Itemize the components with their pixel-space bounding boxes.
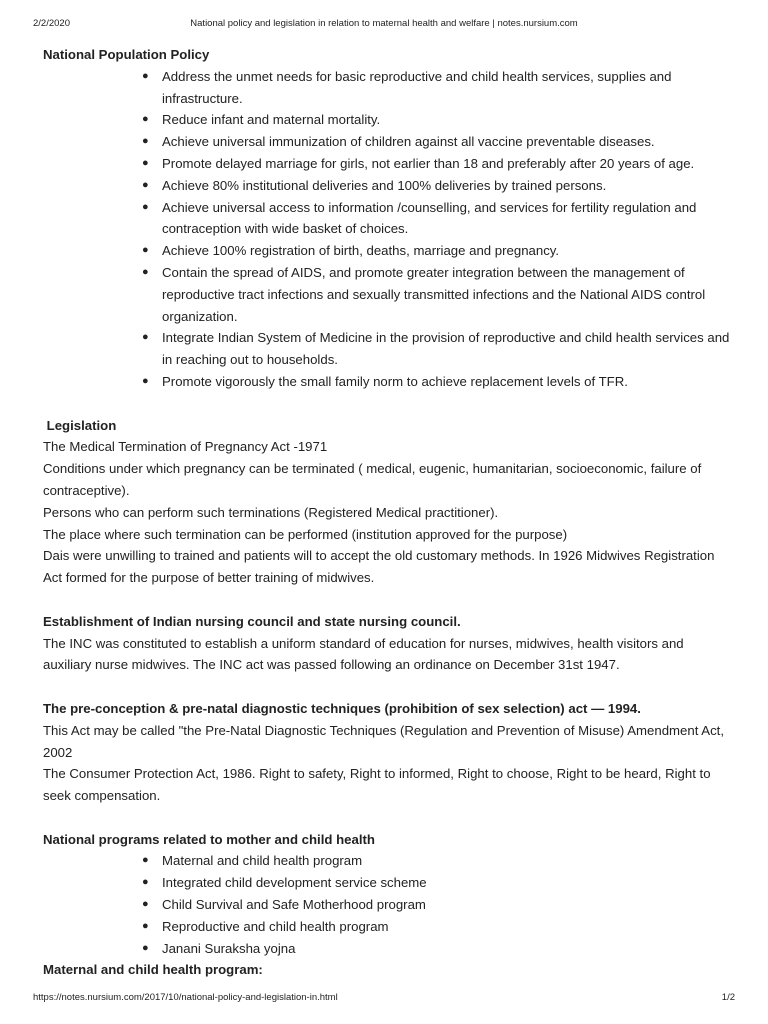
paragraph: The Consumer Protection Act, 1986. Right to safety, Right to informed, Right to choose, Right to be heard, Right to seek compensation. (43, 766, 711, 804)
spacer (43, 676, 733, 698)
bullet-icon: ● (142, 854, 149, 867)
bullet-icon: ● (142, 876, 149, 889)
programs-bullet-list (43, 850, 733, 959)
bullet-icon: ● (142, 374, 149, 387)
bullet-icon: ● (142, 200, 149, 213)
paragraph: Persons who can perform such terminations (Registered Medical practitioner). (43, 504, 499, 520)
paragraph: The INC was constituted to establish a uniform standard of education for nurses, midwives, health visitors and auxiliary nurse midwives. The INC act was passed following an ordinance on December 31st 1947. (43, 635, 684, 673)
paragraph: Conditions under which pregnancy can be terminated ( medical, eugenic, humanitarian, socioeconomic, failure of contraceptive). (43, 461, 702, 498)
list-item: ● Promote vigorously the small family norm to achieve replacement levels of TFR. (140, 371, 733, 393)
section-heading-mch-program: Maternal and child health program: (43, 962, 263, 978)
list-item: ● Integrate Indian System of Medicine in the provision of reproductive and child health services and in reaching out to households. (140, 327, 733, 371)
section-heading-national-programs: National programs related to mother and child health (43, 831, 375, 847)
document-body (43, 44, 733, 981)
list-item: ● Contain the spread of AIDS, and promote greater integration between the management of reproductive tract infections and sexually transmitted infections and the National AIDS control organization. (140, 262, 733, 327)
bullet-icon: ● (142, 898, 149, 911)
list-item: ● Reduce infant and maternal mortality. (140, 109, 733, 131)
print-header (0, 18, 768, 32)
bullet-icon: ● (142, 331, 149, 344)
list-item: ● Maternal and child health program (140, 850, 733, 872)
list-item: ● Achieve universal access to information /counselling, and services for fertility regulation and contraception with wide basket of choices. (140, 197, 733, 241)
paragraph: The Medical Termination of Pregnancy Act -1971 (43, 439, 328, 455)
spacer (43, 393, 733, 415)
bullet-icon: ● (142, 69, 149, 82)
print-date: 2/2/2020 (33, 18, 70, 29)
spacer (43, 807, 733, 829)
source-url: https://notes.nursium.com/2017/10/national-policy-and-legislation-in.html (33, 992, 338, 1003)
list-item: ● Address the unmet needs for basic reproductive and child health services, supplies and infrastructure. (140, 66, 733, 110)
spacer (43, 589, 733, 611)
print-page-title: National policy and legislation in relation to maternal health and welfare | notes.nursium.com (190, 18, 578, 29)
bullet-icon: ● (142, 244, 149, 257)
section-heading-pndt-act: The pre-conception & pre-natal diagnostic techniques (prohibition of sex selection) act — 1994. (43, 700, 641, 716)
section-heading-inc: Establishment of Indian nursing council and state nursing council. (43, 613, 461, 629)
bullet-icon: ● (142, 941, 149, 954)
list-item: ● Child Survival and Safe Motherhood program (140, 894, 733, 916)
bullet-icon: ● (142, 265, 149, 278)
list-item: ● Reproductive and child health program (140, 916, 733, 938)
print-footer (0, 992, 768, 1006)
list-item: ● Promote delayed marriage for girls, not earlier than 18 and preferably after 20 years of age. (140, 153, 733, 175)
section-heading-legislation: Legislation (43, 417, 117, 433)
list-item: ● Integrated child development service scheme (140, 872, 733, 894)
section-heading-national-population-policy: National Population Policy (43, 47, 210, 62)
paragraph: Dais were unwilling to trained and patients will to accept the old customary methods. In 1926 Midwives Registration Act formed for the purpose of better training of midwives. (43, 548, 715, 586)
paragraph: This Act may be called "the Pre-Natal Diagnostic Techniques (Regulation and Prevention of Misuse) Amendment Act, 2002 (43, 722, 725, 760)
page-number: 1/2 (721, 992, 735, 1003)
bullet-icon: ● (142, 919, 149, 932)
bullet-icon: ● (142, 135, 149, 148)
list-item: ● Janani Suraksha yojna (140, 938, 733, 960)
bullet-icon: ● (142, 178, 149, 191)
list-item: ● Achieve 80% institutional deliveries and 100% deliveries by trained persons. (140, 175, 733, 197)
npp-bullet-list (43, 66, 733, 393)
list-item: ● Achieve 100% registration of birth, deaths, marriage and pregnancy. (140, 240, 733, 262)
paragraph: The place where such termination can be performed (institution approved for the purpose) (43, 526, 568, 542)
list-item: ● Achieve universal immunization of children against all vaccine preventable diseases. (140, 131, 733, 153)
bullet-icon: ● (142, 156, 149, 169)
bullet-icon: ● (142, 113, 149, 126)
